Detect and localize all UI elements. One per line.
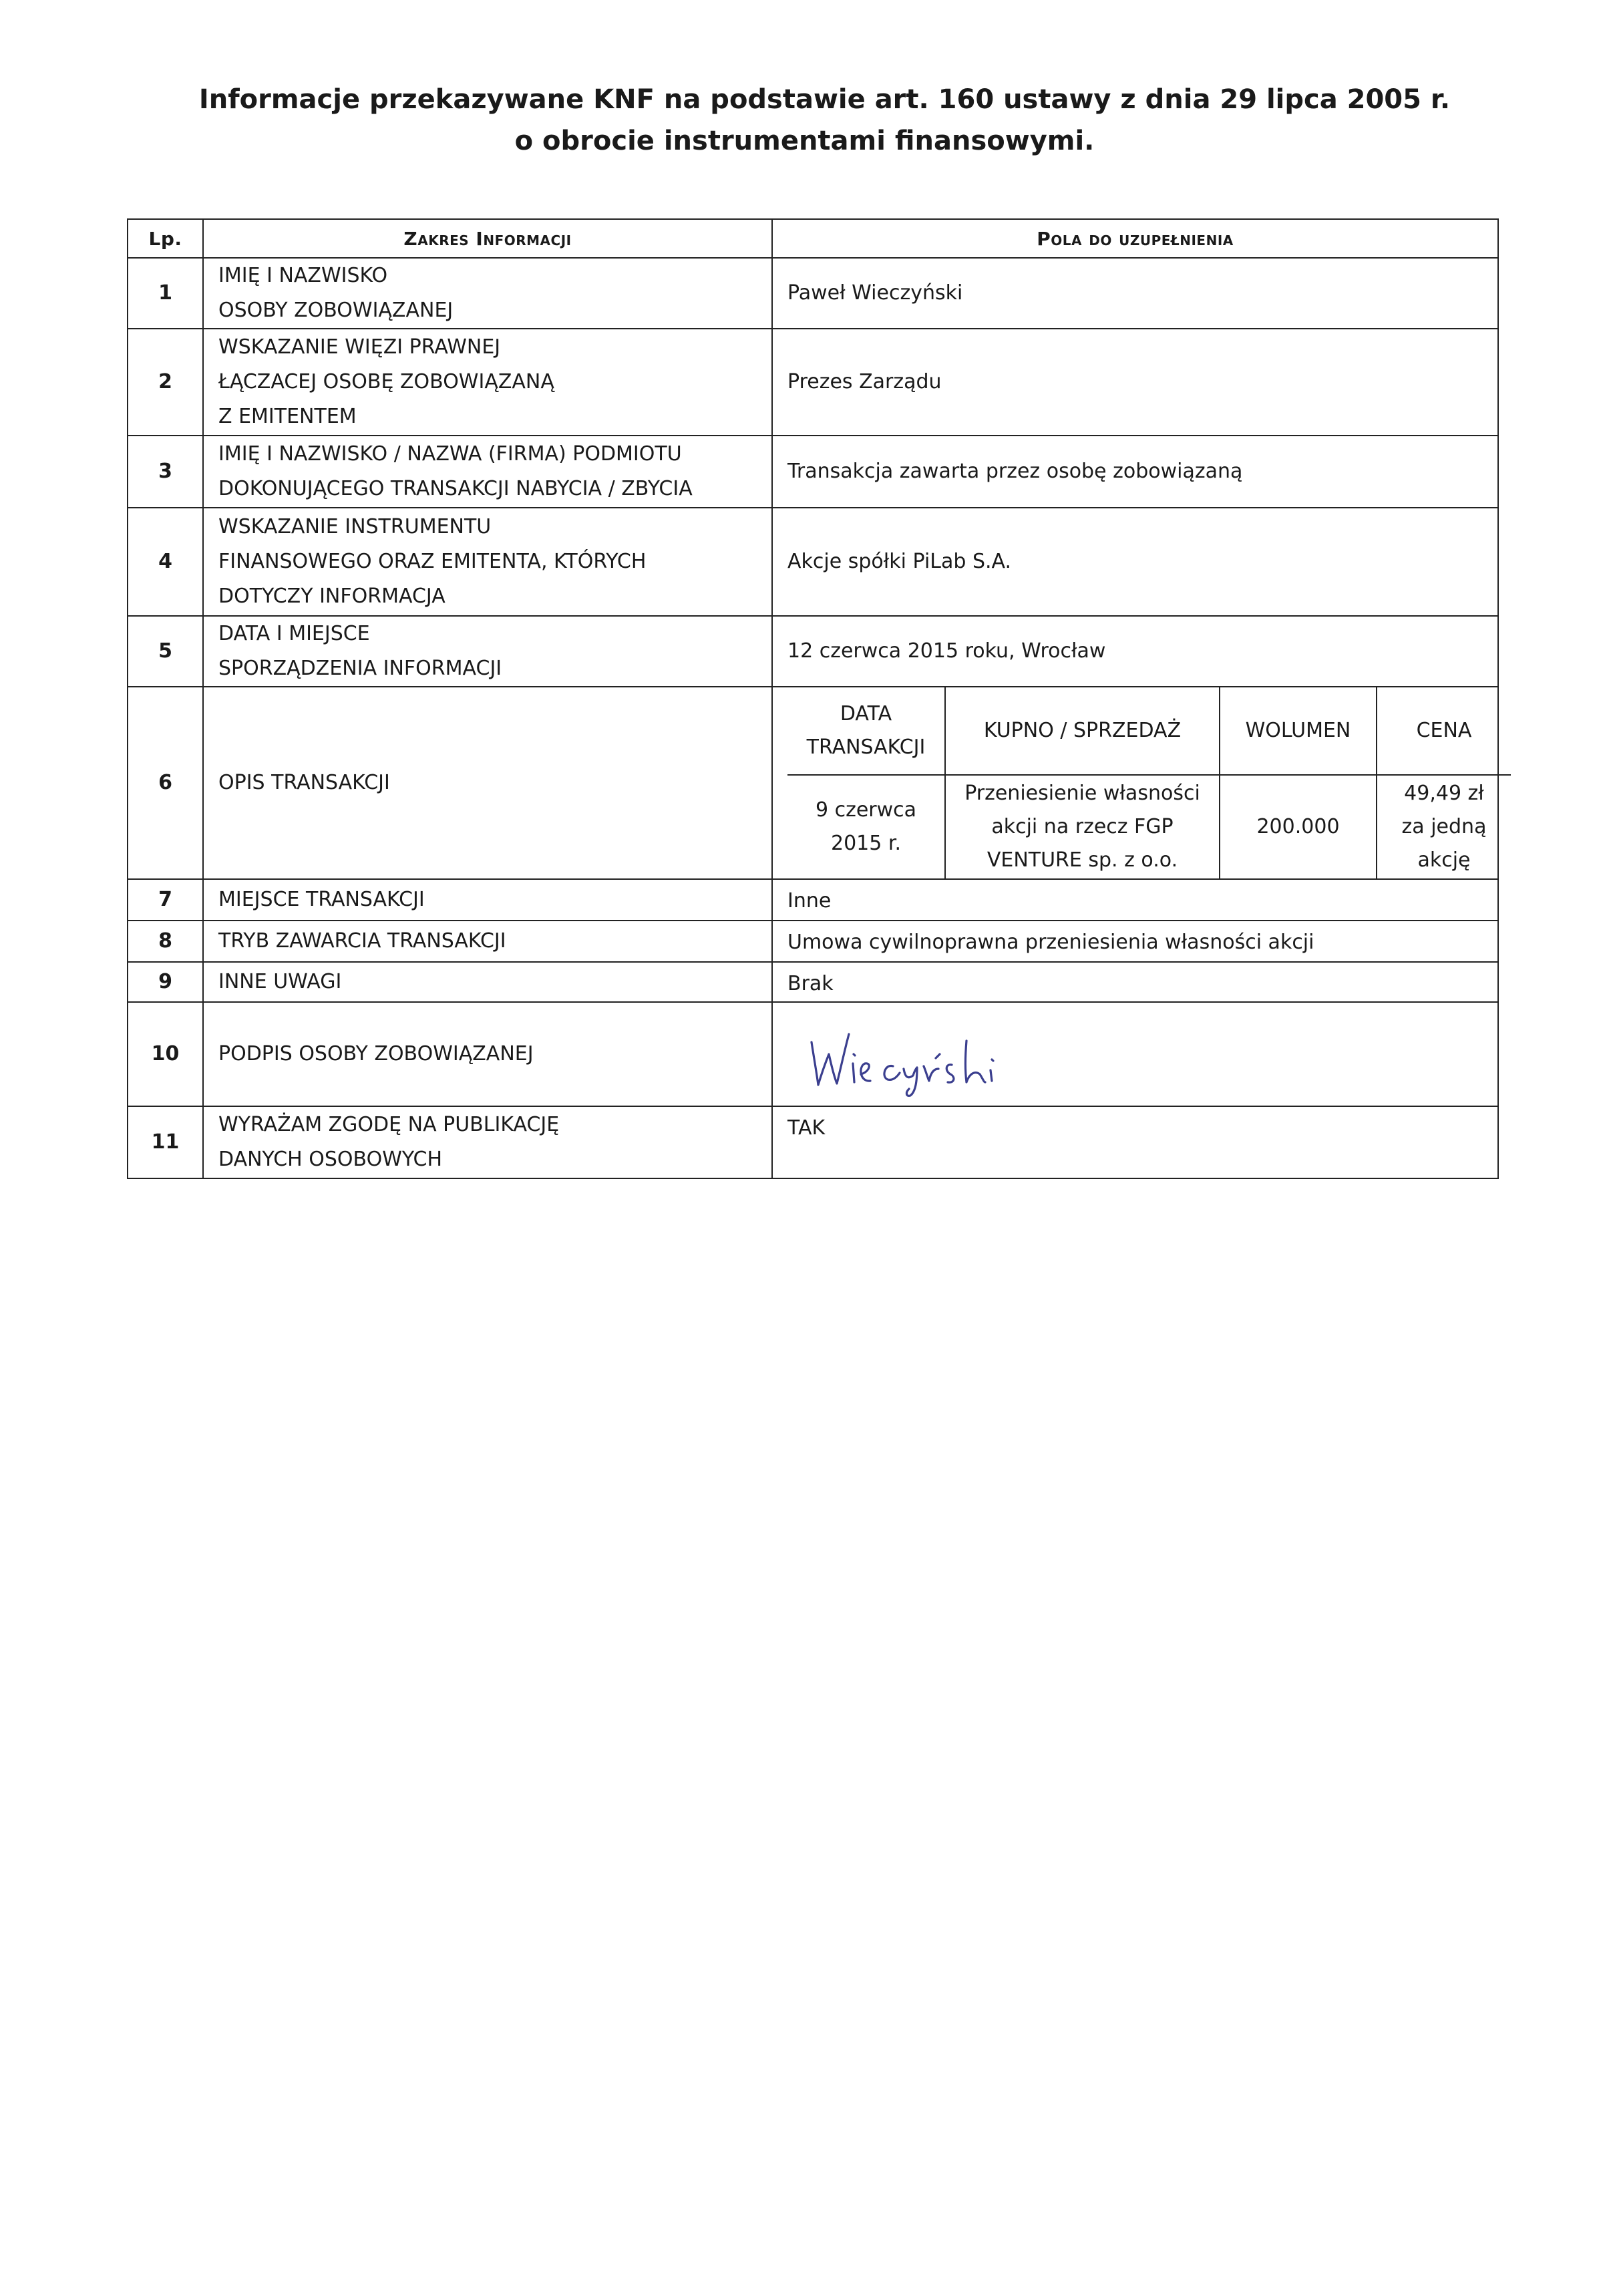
transaction-price xyxy=(1377,775,1511,878)
label-line: SPORZĄDZENIA INFORMACJI xyxy=(218,657,502,680)
cell-line: VENTURE sp. z o.o. xyxy=(987,848,1178,872)
column-header-fields: Pola do uzupełnienia xyxy=(772,219,1498,258)
instrument-field: Akcje spółki PiLab S.A. xyxy=(772,508,1498,616)
label-line: WSKAZANIE WIĘZI PRAWNEJ xyxy=(218,335,501,359)
transaction-price-header: CENA xyxy=(1377,687,1511,775)
label-line: DATA I MIEJSCE xyxy=(218,622,370,645)
table-row xyxy=(128,1106,1498,1178)
label-line: Z EMITENTEM xyxy=(218,405,357,428)
row-label: MIEJSCE TRANSAKCJI xyxy=(203,879,772,921)
transaction-type xyxy=(945,775,1220,878)
header-line: TRANSAKCJI xyxy=(806,735,926,759)
label-line: OSOBY ZOBOWIĄZANEJ xyxy=(218,299,454,322)
row-label xyxy=(203,436,772,508)
table-row xyxy=(128,436,1498,508)
label-line: IMIĘ I NAZWISKO / NAZWA (FIRMA) PODMIOTU xyxy=(218,442,682,466)
row-label xyxy=(203,1106,772,1178)
table-row xyxy=(128,616,1498,687)
cell-line: 9 czerwca xyxy=(815,798,917,822)
row-number: 7 xyxy=(128,879,203,921)
transaction-table xyxy=(787,687,1511,878)
cell-line: 49,49 zł xyxy=(1404,782,1484,805)
label-line: DANYCH OSOBOWYCH xyxy=(218,1148,443,1171)
handwritten-signature xyxy=(787,1007,1055,1101)
table-row xyxy=(128,921,1498,962)
label-line: DOKONUJĄCEGO TRANSAKCJI NABYCIA / ZBYCIA xyxy=(218,477,693,500)
column-header-scope: Zakres Informacji xyxy=(203,219,772,258)
row-label xyxy=(203,258,772,329)
table-row xyxy=(128,687,1498,879)
row-number: 1 xyxy=(128,258,203,329)
label-line: WSKAZANIE INSTRUMENTU xyxy=(218,515,492,538)
transaction-volume: 200.000 xyxy=(1220,775,1377,878)
label-line: IMIĘ I NAZWISKO xyxy=(218,264,388,287)
row-number: 2 xyxy=(128,329,203,436)
row-label: TRYB ZAWARCIA TRANSAKCJI xyxy=(203,921,772,962)
row-number: 4 xyxy=(128,508,203,616)
column-header-lp: Lp. xyxy=(128,219,203,258)
cell-line: akcji na rzecz FGP xyxy=(991,815,1174,838)
transacting-entity-field: Transakcja zawarta przez osobę zobowiązaną xyxy=(772,436,1498,508)
title-line-2: o obrocie instrumentami finansowymi. xyxy=(514,126,1095,156)
transaction-mode-field: Umowa cywilnoprawna przeniesienia własności akcji xyxy=(772,921,1498,962)
row-number: 3 xyxy=(128,436,203,508)
title-line-1: Informacje przekazywane KNF na podstawie art. 160 ustawy z dnia 29 lipca 2005 r. xyxy=(198,84,1451,115)
table-row xyxy=(128,962,1498,1002)
knf-information-table xyxy=(127,218,1499,1179)
remarks-field: Brak xyxy=(772,962,1498,1002)
table-row xyxy=(128,1002,1498,1106)
row-number: 10 xyxy=(128,1002,203,1106)
person-name-field: Paweł Wieczyński xyxy=(772,258,1498,329)
signature-field xyxy=(772,1002,1498,1106)
transaction-row xyxy=(787,775,1511,878)
row-label xyxy=(203,329,772,436)
transaction-volume-header: WOLUMEN xyxy=(1220,687,1377,775)
table-row xyxy=(128,508,1498,616)
transaction-details xyxy=(772,687,1498,879)
row-number: 8 xyxy=(128,921,203,962)
table-header-row xyxy=(128,219,1498,258)
label-line: WYRAŻAM ZGODĘ NA PUBLIKACJĘ xyxy=(218,1113,560,1136)
row-label: PODPIS OSOBY ZOBOWIĄZANEJ xyxy=(203,1002,772,1106)
label-line: ŁĄCZACEJ OSOBĘ ZOBOWIĄZANĄ xyxy=(218,370,554,393)
transaction-place-field: Inne xyxy=(772,879,1498,921)
cell-line: Przeniesienie własności xyxy=(964,782,1200,805)
cell-line: za jedną xyxy=(1401,815,1487,838)
cell-line: 2015 r. xyxy=(831,832,901,855)
date-place-field: 12 czerwca 2015 roku, Wrocław xyxy=(772,616,1498,687)
label-line: FINANSOWEGO ORAZ EMITENTA, KTÓRYCH xyxy=(218,550,647,573)
row-label: INNE UWAGI xyxy=(203,962,772,1002)
cell-line: akcję xyxy=(1417,848,1471,872)
row-number: 6 xyxy=(128,687,203,879)
label-line: DOTYCZY INFORMACJA xyxy=(218,585,445,608)
row-label xyxy=(203,616,772,687)
transaction-type-header: KUPNO / SPRZEDAŻ xyxy=(945,687,1220,775)
row-label xyxy=(203,508,772,616)
transaction-date xyxy=(787,775,945,878)
header-line: DATA xyxy=(840,702,892,725)
table-row xyxy=(128,329,1498,436)
transaction-header-row xyxy=(787,687,1511,775)
transaction-date-header xyxy=(787,687,945,775)
row-label: OPIS TRANSAKCJI xyxy=(203,687,772,879)
consent-field: TAK xyxy=(772,1106,1498,1178)
table-row xyxy=(128,258,1498,329)
table-row xyxy=(128,879,1498,921)
document-title xyxy=(0,79,1609,162)
legal-relation-field: Prezes Zarządu xyxy=(772,329,1498,436)
row-number: 11 xyxy=(128,1106,203,1178)
row-number: 9 xyxy=(128,962,203,1002)
row-number: 5 xyxy=(128,616,203,687)
